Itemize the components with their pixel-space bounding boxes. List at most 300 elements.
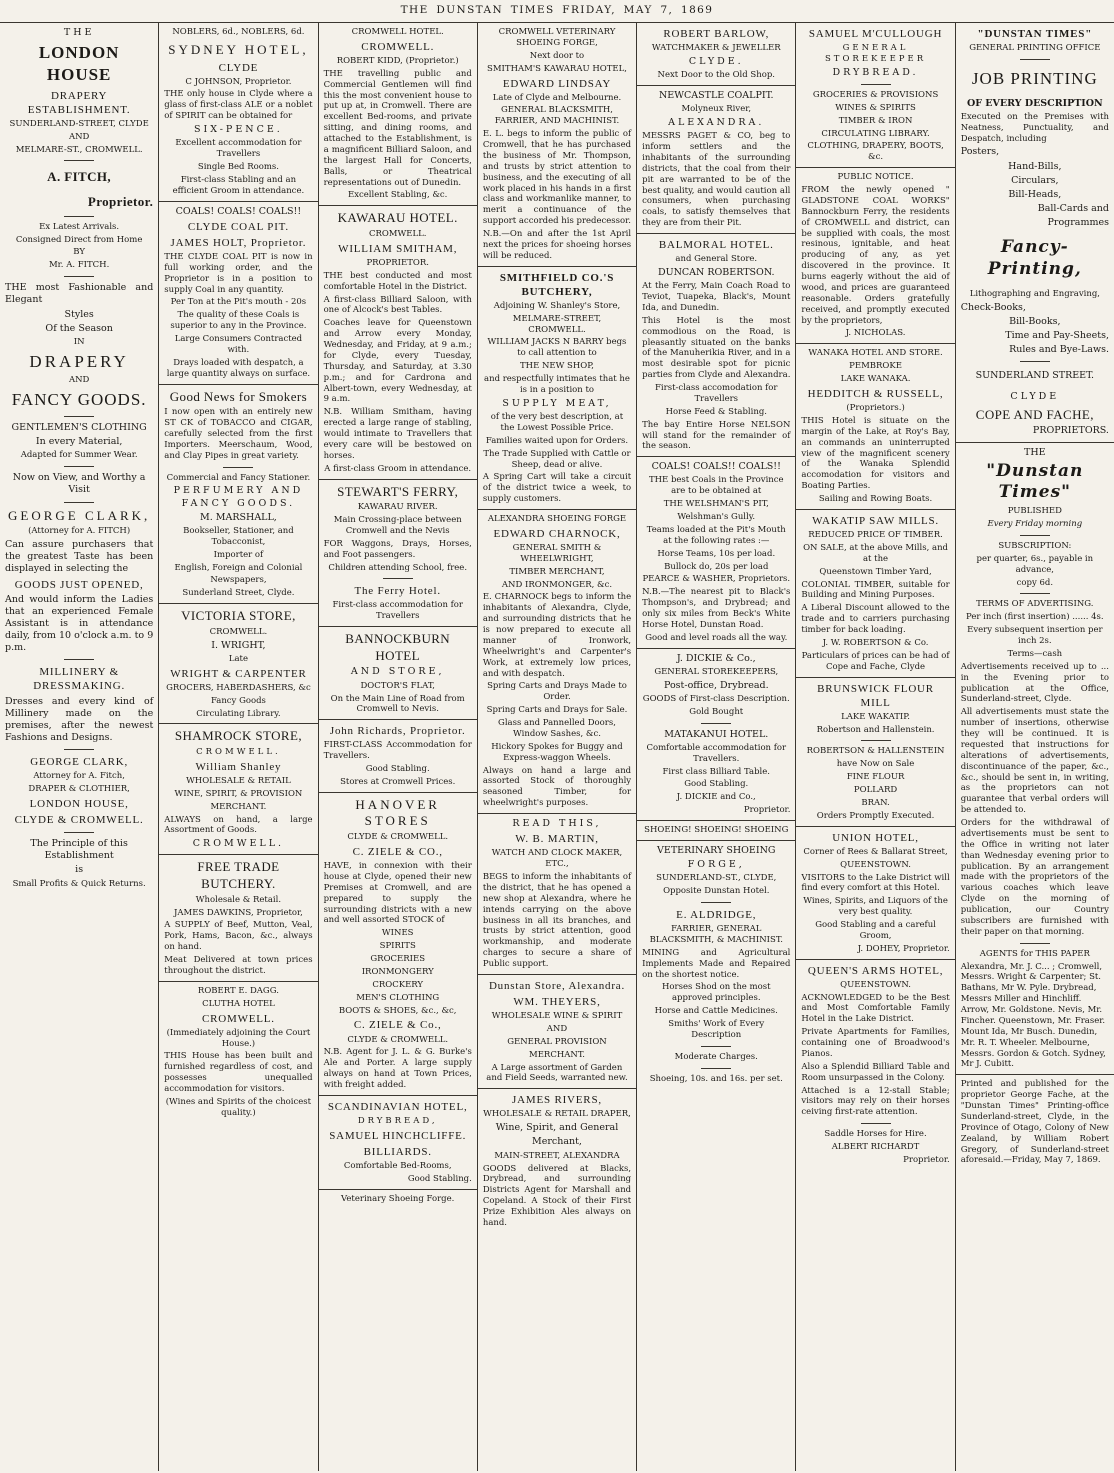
ad-text: The Principle of this Establishment xyxy=(30,838,128,862)
ad-heading: ROBERT BARLOW, xyxy=(663,28,770,40)
ad-heading: WM. THEYERS, xyxy=(513,996,601,1009)
ad-text: GENERAL SMITH & WHEELWRIGHT, xyxy=(512,542,602,564)
ad-text: PROPRIETOR. xyxy=(366,257,429,268)
ad-text: Particulars of prices can be had of Cope and Fache, Clyde xyxy=(801,650,950,672)
ad-text: Shoeing, 10s. and 16s. per set. xyxy=(649,1073,783,1084)
ad-text: GENERAL BLACKSMITH, FARRIER, AND MACHINIST. xyxy=(494,105,620,127)
rule xyxy=(64,502,94,503)
ad-heading: "DUNSTAN TIMES" xyxy=(977,28,1093,40)
ad-text: CROMWELL. xyxy=(196,747,281,757)
ad-text: THE best conducted and most comfortable Hotel in the District. xyxy=(323,270,472,292)
ad-text: CLOTHING, DRAPERY, BOOTS, &c. xyxy=(807,141,944,163)
ad-text: Bill-Books, xyxy=(1009,315,1061,327)
rule xyxy=(223,467,253,468)
ad-text: MEN'S CLOTHING xyxy=(356,992,440,1003)
divider xyxy=(796,167,954,168)
ad-text: AND xyxy=(68,131,90,142)
ad-text: Lithographing and Engraving, xyxy=(969,288,1100,299)
ad-text: CROMWELL. xyxy=(192,838,285,850)
divider xyxy=(796,959,954,960)
ad-text: Executed on the Premises with Neatness, Punctuality, and Despatch, including xyxy=(960,111,1109,144)
ad-text: PERFUMERY AND FANCY GOODS. xyxy=(173,485,304,509)
ad-text: AND xyxy=(546,1023,568,1034)
rule xyxy=(701,723,731,724)
ad-heading: MILLINERY & DRESSMAKING. xyxy=(33,666,126,693)
ad-text: GROCERIES & PROVISIONS xyxy=(812,89,939,100)
ad-heading: CLYDE COAL PIT. xyxy=(187,220,289,233)
ad-text: Horses Shod on the most approved principles. xyxy=(662,982,771,1004)
ad-text: FROM the newly opened " GLADSTONE COAL WORKS" Bannockburn Ferry, the residents of CROMWELL and district, can be supplied with coals, the most resinous, ignitable, and heat producing of any, as yet discovered in the province. It burns eagerly without the aid of wood, and prices are guaranteed reasonable. Orders gratefully received, and promptly executed by the proprietors, xyxy=(801,185,950,326)
ad-text: Queenstown Timber Yard, xyxy=(819,566,932,577)
divider xyxy=(796,509,954,510)
ad-text: E. L. begs to inform the public of Cromwell, that he has purchased the business of Mr. Thompson, and trusts by strict attention to business, and the executing of all work placed in his hands in a first class and workmanlike manner, to merit a continuance of the support accorded his predecessor. xyxy=(482,129,632,227)
ad-text: Advertisements received up to ... in the Evening prior to publication at the Office, Sunderland-street, Clyde. xyxy=(960,661,1109,705)
ad-heading: DRAPERY xyxy=(29,351,129,371)
ad-text: CROMWELL. xyxy=(209,626,268,637)
ad-text: THIS Hotel is situate on the margin of the Lake, at Roy's Bay, an commands an uninterrupted view of the magnificent scenery of the Wanaka Splendid accomodation for visitors and Boating Parties. xyxy=(801,415,950,492)
ad-text: First-class accommodation for Travellers xyxy=(332,600,463,622)
rule xyxy=(861,740,891,741)
ad-text: Excellent accommodation for Travellers xyxy=(175,138,302,160)
ad-text: ALEXANDRA. xyxy=(668,117,765,129)
divider xyxy=(159,603,317,604)
rule xyxy=(861,84,891,85)
ad-text: MAIN-STREET, ALEXANDRA xyxy=(494,1150,620,1161)
ad-text: Wine, Spirit, and General xyxy=(495,1122,619,1134)
ad-heading: SAMUEL M'CULLOUGH xyxy=(808,28,943,40)
ad-text: Consigned Direct from Home xyxy=(15,234,143,245)
ad-text: Bill-Heads, xyxy=(1008,188,1062,200)
ad-text: SUPPLY MEAT, xyxy=(502,397,612,409)
ad-heading: SMITHFIELD CO.'S BUTCHERY, xyxy=(499,271,615,298)
ad-text: ROBERTSON & HALLENSTEIN xyxy=(806,746,945,757)
ad-heading: Dunstan Store, Alexandra. xyxy=(488,979,626,992)
ad-text: Good Stabling. xyxy=(407,1173,472,1184)
ad-heading: NEWCASTLE COALPIT. xyxy=(658,89,774,101)
ad-text: WHOLESALE & RETAIL xyxy=(186,775,291,786)
ad-text: J. DICKIE and Co., xyxy=(676,792,756,803)
divider xyxy=(478,974,636,975)
divider xyxy=(159,981,317,982)
ad-text: In every Material, xyxy=(35,436,123,448)
ad-text: William Shanley xyxy=(195,760,282,773)
ad-heading: EDWARD LINDSAY xyxy=(502,77,612,90)
ad-heading: PUBLIC NOTICE. xyxy=(837,172,914,183)
ad-text: English, Foreign and Colonial xyxy=(174,562,303,573)
ad-text: CROCKERY xyxy=(372,979,424,990)
ad-text: M. MARSHALL, xyxy=(200,511,277,523)
ad-text: IRONMONGERY xyxy=(361,966,434,977)
ad-text: WATCHMAKER & JEWELLER xyxy=(651,43,781,54)
ad-heading: BALMORAL HOTEL. xyxy=(658,239,774,252)
ad-text: N.B.—On and after the 1st April next the prices for shoeing horses will be reduced. xyxy=(482,229,632,261)
ad-text: Attached is a 12-stall Stable; visitors may rely on their horses ceiving first-rate attention. xyxy=(801,1085,950,1118)
ad-heading: STEWART'S FERRY, xyxy=(337,483,459,499)
ad-text: THE NEW SHOP, xyxy=(519,361,594,372)
ad-text: J. W. ROBERTSON & Co. xyxy=(822,637,929,648)
ad-text: AGENTS for THIS PAPER xyxy=(979,948,1090,959)
ad-text: GENERAL STOREKEEPER xyxy=(824,43,927,64)
ad-text: A Spring Cart will take a circuit of the district twice a week, to supply customers. xyxy=(482,472,632,505)
ad-heading: CLYDE & CROMWELL. xyxy=(14,814,144,827)
ad-text: The bay Entire Horse NELSON will stand for the remainder of the season. xyxy=(642,419,791,452)
ad-text: First-class accomodation for Travellers xyxy=(655,383,778,404)
ad-text: Every Friday morning xyxy=(987,519,1083,530)
ad-text: is xyxy=(75,864,84,876)
ad-text: Newspapers, xyxy=(210,575,267,586)
imprint: Printed and published for the proprietor George Fache, at the "Dunstan Times" Printing-office Sunderland-street, Clyde, in the Province of Otago, Colony of New Zealand, by William Robert Gregory, of Sunderland-street aforesaid.—Friday, May 7, 1869. xyxy=(960,1079,1109,1166)
ad-text: AND xyxy=(68,375,90,386)
ad-text: DRAPERY ESTABLISHMENT. xyxy=(27,89,131,116)
divider xyxy=(637,233,795,234)
ad-text: SUBSCRIPTION: xyxy=(998,540,1072,551)
ad-text: GOODS JUST OPENED, xyxy=(14,578,144,591)
ad-text: GROCERS, HABERDASHERS, &c xyxy=(166,682,311,693)
ad-text: GENERAL PROVISION xyxy=(507,1036,607,1047)
ad-text: CLYDE. xyxy=(688,55,744,67)
ad-text: HAVE, in connexion with their house at Clyde, opened their new Premises at Cromwell, and are prepared to supply the surrounding districts with a new and well assorted STOCK of xyxy=(323,861,472,926)
ad-text: A Liberal Discount allowed to the trade and to carriers purchasing timber for back loading. xyxy=(801,603,950,636)
ad-text: BRAN. xyxy=(861,797,890,808)
divider xyxy=(478,509,636,510)
rule xyxy=(64,276,94,277)
column-3 xyxy=(319,23,478,1471)
ad-text: LAKE WANAKA. xyxy=(840,374,911,385)
ad-text: Per inch (first insertion) ...... 4s. xyxy=(966,612,1104,623)
ad-text: Posters, xyxy=(960,146,1000,158)
divider xyxy=(796,343,954,344)
ad-heading: E. ALDRIDGE, xyxy=(676,908,757,921)
ad-text: Attorney for A. Fitch, xyxy=(33,771,125,782)
ad-text: Horse Teams, 10s per load. xyxy=(657,548,776,559)
ad-text: Children attending School, free. xyxy=(328,562,468,573)
ad-text: Terms—cash xyxy=(1007,648,1063,659)
ad-text: ROBERT KIDD, (Proprietor.) xyxy=(336,55,459,66)
ad-text: CIRCULATING LIBRARY. xyxy=(821,128,930,139)
ad-text: Spring Carts and Drays for Sale. xyxy=(486,705,628,716)
rule xyxy=(64,832,94,833)
ad-text: GOODS delivered at Blacks, Drybread, and surrounding Districts Agent for Marshall and Copeland. A Stock of their First Prize Exhibition Ales always on hand. xyxy=(482,1163,632,1228)
ad-text: JAMES HOLT, Proprietor. xyxy=(170,236,307,249)
ad-text: Check-Books, xyxy=(960,301,1026,313)
ad-heading: HANOVER STORES xyxy=(355,796,440,829)
divider xyxy=(956,1074,1114,1075)
divider xyxy=(159,854,317,855)
rule xyxy=(701,902,731,903)
ad-text: Coaches leave for Queenstown and Arrow every Monday, Wednesday, and Friday, at 9 a.m.; for Clyde, every Tuesday, Thursday, and Saturday, at 3.30 p.m.; and for Cardrona and Albert-town, every Wednesday, at 9 a.m. xyxy=(323,318,472,405)
ad-text: CROMWELL VETERINARY SHOEING FORGE, xyxy=(498,27,616,48)
ad-text: GROCERIES xyxy=(370,954,426,965)
column-1 xyxy=(0,23,159,1471)
ad-text: J. NICHOLAS. xyxy=(845,328,906,339)
ad-heading: John Richards, Proprietor. xyxy=(329,725,466,738)
ad-text: COLONIAL TIMBER, suitable for Building and Mining Purposes. xyxy=(801,579,950,601)
ad-text: BILLIARDS. xyxy=(363,1145,432,1158)
ad-text: SAMUEL HINCHCLIFFE. xyxy=(329,1129,467,1142)
ad-text: Horse Feed & Stabling. xyxy=(665,406,767,417)
ad-text: Saddle Horses for Hire. xyxy=(824,1129,927,1140)
ad-heading: HEDDITCH & RUSSELL, xyxy=(807,387,944,400)
ad-text: Good Stabling. xyxy=(684,779,749,790)
ad-text: All advertisements must state the number of insertions, otherwise they will be continued. It is requested that instructions for alterations of advertisements, discontinuance of the paper, &c., &c., should be sent in, in writing, as the proprietors can not guarantee that verbal orders will be attended to. xyxy=(960,707,1109,816)
ad-text: Horse and Cattle Medicines. xyxy=(654,1006,778,1017)
ad-text: Circulars, xyxy=(1011,174,1059,186)
ad-text: WHOLESALE & RETAIL DRAPER, xyxy=(483,1109,631,1120)
ad-text: Orders for the withdrawal of advertisements must be sent to the Office in writing not later than Wednesday evening prior to publication. By an arrangement made with the proprietors of the various coaches which leave Clyde on the morning of publication, our Country subscribers are furnished with their paper on that morning. xyxy=(960,818,1109,937)
ad-text: QUEENSTOWN. xyxy=(840,859,911,870)
ad-heading: EDWARD CHARNOCK, xyxy=(493,527,621,540)
ad-text: Proprietor. xyxy=(87,194,154,210)
masthead: THE DUNSTAN TIMES FRIDAY, MAY 7, 1869 xyxy=(0,0,1114,23)
divider xyxy=(478,266,636,267)
ad-text: N.B.—The nearest pit to Black's Thompson's, and Drybread; and only six miles from Beck's White Horse Hotel, Dunstan Road. xyxy=(642,587,791,630)
ad-text: Wines, Spirits, and Liquors of the very best quality. xyxy=(803,896,948,918)
ad-text: CROMWELL. xyxy=(201,1012,275,1025)
rule xyxy=(64,466,94,467)
ad-heading: WILLIAM SMITHAM, xyxy=(338,242,458,255)
ad-text: AND STORE, xyxy=(350,666,445,678)
ad-text: TIMBER MERCHANT, xyxy=(509,566,605,577)
ad-text: TERMS OF ADVERTISING. xyxy=(976,599,1094,610)
ad-text: SMITHAM'S KAWARAU HOTEL, xyxy=(487,63,627,74)
ad-text: WINES & SPIRITS xyxy=(835,102,916,113)
ad-text: SPIRITS xyxy=(379,941,416,952)
ad-text: Drays loaded with despatch, a large quantity always on surface. xyxy=(166,357,311,379)
ad-text: Bookseller, Stationer, and Tobacconist, xyxy=(183,525,294,547)
ad-text: Of the Season xyxy=(45,322,113,334)
ad-text: GENERAL STOREKEEPERS, xyxy=(654,666,779,677)
ad-heading: The Ferry Hotel. xyxy=(354,585,441,598)
ad-heading: J. DICKIE & Co., xyxy=(676,652,756,664)
ad-heading: WAKATIP SAW MILLS. xyxy=(812,514,939,527)
ad-text: BEGS to inform the inhabitants of the district, that he has opened a new shop at Alexandra, where he intends carrying on the above business in all its branches, and trusts by strict attention, good workmanship, and moderate charges to secure a share of Public support. xyxy=(482,872,632,970)
rule xyxy=(1020,361,1050,362)
ad-heading: GEORGE CLARK, xyxy=(30,756,129,769)
ad-text: On the Main Line of Road from Cromwell to Nevis. xyxy=(330,693,465,715)
ad-text: Adjoining W. Shanley's Store, xyxy=(493,300,621,311)
ad-text: Mr. A. FITCH. xyxy=(48,260,110,271)
ad-heading: COALS! COALS!! COALS!! xyxy=(651,461,781,473)
ad-text: ON SALE, at the above Mills, and at the xyxy=(803,542,948,564)
ad-text: Also a Splendid Billiard Table and Room unsurpassed in the Colony. xyxy=(801,1061,950,1083)
ad-text: E. CHARNOCK begs to inform the inhabitants of Alexandra, Clyde, and surrounding districts that he is now prepared to execute all manner of Ironwork, Wheelwright's and Carpenter's Work, at extremely low prices, and with despatch. xyxy=(482,592,632,679)
ad-text: per quarter, 6s., payable in advance, xyxy=(976,553,1094,575)
ad-text: THE only house in Clyde where a glass of first-class ALE or a noblet of SPIRIT can be obtained for xyxy=(164,89,313,122)
ad-heading: CROMWELL. xyxy=(361,40,435,53)
ad-heading: Good News for Smokers xyxy=(169,388,308,404)
ad-text: and respectfully intimates that he is in a position to xyxy=(484,374,630,395)
divider xyxy=(478,1088,636,1089)
divider xyxy=(637,456,795,457)
rule xyxy=(1020,535,1050,536)
ad-text: WINE, SPIRIT, & PROVISION xyxy=(174,788,303,799)
ad-text: SUNDERLAND-STREET, CLYDE xyxy=(9,118,149,129)
ad-text: WRIGHT & CARPENTER xyxy=(170,667,307,680)
divider xyxy=(159,723,317,724)
ad-heading: VETERINARY SHOEING xyxy=(657,844,776,856)
ad-text: PUBLISHED xyxy=(1007,506,1062,517)
divider xyxy=(637,820,795,821)
ad-text: SUNDERLAND STREET. xyxy=(975,370,1095,382)
ad-text: Circulating Library. xyxy=(196,708,281,719)
ad-text: At the Ferry, Main Coach Road to Teviot, Tuapeka, Black's, Mount Ida, and Dunedin. xyxy=(642,281,791,313)
ad-text: FOR Waggons, Drays, Horses, and Foot passengers. xyxy=(323,538,472,560)
ad-text: Styles xyxy=(64,308,94,320)
ad-text: Sunderland Street, Clyde. xyxy=(182,588,295,599)
ad-text: C. ZIELE & Co., xyxy=(353,1019,442,1032)
divider xyxy=(478,813,636,814)
ad-text: PEARCE & WASHER, Proprietors. xyxy=(642,574,791,585)
ad-text: (Wines and Spirits of the choicest quality.) xyxy=(165,1096,312,1118)
ad-heading: LONDON HOUSE, xyxy=(29,798,129,810)
rule xyxy=(64,216,94,217)
ad-heading: BANNOCKBURN HOTEL xyxy=(345,631,451,663)
divider xyxy=(796,826,954,827)
ad-text: THIS House has been built and furnished regardless of cost, and possesses unequalled accommodation for visitors. xyxy=(164,1051,313,1095)
newspaper-page xyxy=(0,23,1114,1471)
ad-text: Orders Promptly Executed. xyxy=(816,810,935,821)
ad-heading: WANAKA HOTEL AND STORE. xyxy=(808,348,943,359)
ad-text: Proprietor. xyxy=(903,1154,950,1165)
ad-text: have Now on Sale xyxy=(836,759,915,770)
ad-text: ACKNOWLEDGED to be the Best and Most Comfortable Family Hotel in the Lake District. xyxy=(801,992,950,1025)
ad-text: THE xyxy=(1024,446,1046,458)
ad-text: WHOLESALE WINE & SPIRIT xyxy=(491,1011,623,1022)
ad-text: LAKE WAKATIP. xyxy=(841,711,910,722)
ad-text: Late xyxy=(228,653,248,664)
ad-text: THE best Coals in the Province are to be obtained at xyxy=(648,475,784,497)
ad-text: Good and level roads all the way. xyxy=(645,632,788,643)
rule xyxy=(1020,59,1050,60)
ad-text: (Attorney for A. FITCH) xyxy=(28,526,131,537)
rule xyxy=(701,1068,731,1069)
ad-text: Teams loaded at the Pit's Mouth at the following rates :— xyxy=(646,524,786,546)
ad-text: Every subsequent insertion per inch 2s. xyxy=(967,625,1103,647)
ad-text: MELMARE-STREET, CROMWELL. xyxy=(512,313,602,335)
divider xyxy=(796,677,954,678)
ad-heading: READ THIS, xyxy=(512,818,602,830)
rule xyxy=(64,416,94,417)
rule xyxy=(64,160,94,161)
ad-text: Robertson and Hallenstein. xyxy=(816,724,935,735)
ad-text: Hickory Spokes for Buggy and Express-waggon Wheels. xyxy=(491,741,623,763)
column-5 xyxy=(637,23,796,1471)
ad-text: Commercial and Fancy Stationer. xyxy=(166,472,311,483)
ad-text: N.B. Agent for J. L. & G. Burke's Ale and Porter. A large supply always on hand at Town Prices, with freight added. xyxy=(323,1047,472,1090)
ad-text: CROMWELL HOTEL. xyxy=(351,27,444,37)
ad-text: First class Billiard Table. xyxy=(662,766,771,777)
ad-text: I now open with an entirely new ST CK of TOBACCO and CIGAR, carefully selected from the first Importers. Meerschaum, Wood, and Clay Pipes in great variety. xyxy=(164,407,313,461)
ad-text: GOODS of First-class Description. xyxy=(642,693,790,704)
ad-text: A first-class Billiard Saloon, with one of Alcock's best Tables. xyxy=(323,294,472,316)
ad-text: Glass and Pannelled Doors, Window Sashes, &c. xyxy=(498,718,616,739)
ad-text: CLUTHA HOTEL xyxy=(202,998,275,1009)
rule xyxy=(1020,943,1050,944)
ad-text: POLLARD xyxy=(853,785,898,796)
ad-text: JAMES DAWKINS, Proprietor, xyxy=(173,907,303,918)
ad-text: Excellent Stabling, &c. xyxy=(348,190,448,201)
ad-text: Comfortable accommodation for Travellers. xyxy=(646,742,787,764)
ad-text: A Large assortment of Garden and Field Seeds, warranted new. xyxy=(486,1062,628,1084)
ad-heading: W. B. MARTIN, xyxy=(515,833,599,846)
ad-text: C JOHNSON, Proprietor. xyxy=(185,76,292,87)
ad-text: A SUPPLY of Beef, Mutton, Veal, Pork, Hams, Bacon, &c., always on hand. xyxy=(164,920,313,953)
ad-text: Large Consumers Contracted with. xyxy=(174,334,303,355)
ad-text: BOOTS & SHOES, &c., &c, xyxy=(338,1005,457,1016)
ad-heading: MATAKANUI HOTEL. xyxy=(664,728,769,740)
ad-text: CLYDE xyxy=(1010,390,1060,402)
ad-text: THE CLYDE COAL PIT is now in full working order, and the Proprietor is in a position to supply Coal in any quantity. xyxy=(164,251,313,295)
ad-text: Always on hand a large and assorted Stock of thoroughly seasoned Timber, for wheelwright's purposes. xyxy=(482,765,632,809)
ad-text: I. WRIGHT, xyxy=(211,639,266,651)
ad-text: OF EVERY DESCRIPTION xyxy=(966,97,1103,109)
ad-text: Single Bed Rooms. xyxy=(197,161,279,172)
ad-text: FIRST-CLASS Accommodation for Travellers. xyxy=(323,740,472,762)
ad-heading: C. ZIELE & CO., xyxy=(352,845,443,858)
divider xyxy=(319,719,477,720)
ad-text: Time and Pay-Sheets, xyxy=(1005,330,1109,342)
ad-text: THE most Fashionable and Elegant xyxy=(5,282,154,306)
ad-text: Small Profits & Quick Returns. xyxy=(12,878,146,889)
ad-text: Ball-Cards and xyxy=(1037,203,1109,215)
ad-text: The Trade Supplied with Cattle or Sheep, dead or alive. xyxy=(483,448,631,470)
column-6 xyxy=(796,23,955,1471)
ad-text: Welshman's Gully. xyxy=(677,512,756,523)
divider xyxy=(319,1095,477,1096)
ad-text: Proprietor. xyxy=(743,805,791,816)
ad-text: KAWARAU RIVER. xyxy=(357,502,438,513)
ad-text: Next Door to the Old Shop. xyxy=(657,70,775,81)
rule xyxy=(64,659,94,660)
ad-text: MELMARE-ST., CROMWELL. xyxy=(15,144,143,155)
ad-heading: ROBERT E. DAGG. xyxy=(197,985,279,996)
ad-text: of the very best description, at the Lowest Possible Price. xyxy=(490,412,624,433)
ad-heading: JAMES RIVERS, xyxy=(512,1094,602,1107)
rule xyxy=(701,1046,731,1047)
ad-text: Next door to xyxy=(529,50,585,61)
ad-text: N.B. William Smitham, having erected a large range of stabling, would intimate to Travellers that every care will be bestowed on horses. xyxy=(323,407,472,461)
ad-text: WATCH AND CLOCK MAKER, ETC., xyxy=(491,848,623,870)
ad-text: REDUCED PRICE OF TIMBER. xyxy=(808,530,943,541)
ad-text: DUNCAN ROBERTSON. xyxy=(657,267,775,278)
ad-text: And would inform the Ladies that an experienced Female Assistant is in attendance daily, from 10 o'clock a.m. to 9 p.m. xyxy=(5,593,154,654)
ad-text: FARRIER, GENERAL BLACKSMITH, & MACHINIST. xyxy=(649,924,783,945)
ad-text: SUNDERLAND-ST., CLYDE, xyxy=(656,873,777,884)
ad-text: Moderate Charges. xyxy=(674,1051,758,1062)
ad-text: SIX-PENCE. xyxy=(194,124,283,136)
ad-text: Late of Clyde and Melbourne. xyxy=(492,92,622,103)
ad-text: GENTLEMEN'S CLOTHING xyxy=(11,422,147,434)
column-7 xyxy=(956,23,1114,1471)
ad-text: CLYDE & CROMWELL. xyxy=(347,832,449,843)
ad-text: The quality of these Coals is superior to any in the Province. xyxy=(170,310,307,332)
ad-heading: QUEEN'S ARMS HOTEL, xyxy=(807,964,944,977)
ad-text: MINING and Agricultural Implements Made and Repaired on the shortest notice. xyxy=(642,947,791,980)
ad-text: Per Ton at the Pit's mouth - 20s xyxy=(170,297,307,308)
ad-heading: ALEXANDRA SHOEING FORGE xyxy=(487,514,627,525)
rule xyxy=(64,749,94,750)
ad-heading: FREE TRADE BUTCHERY. xyxy=(197,859,280,892)
ad-text: Private Apartments for Families, containing one of Broadwood's Pianos. xyxy=(801,1027,950,1059)
ad-text: THE travelling public and Commercial Gentlemen will find this the most convenient house to put up at, in Cromwell. There are excellent Bed-rooms, and private sitting, and dining rooms, and attached to the Establishment, is a magnificent Billiard Saloon, and the largest Hall for Concerts, Balls, or Theatrical representations out of Dunedin. xyxy=(323,68,472,188)
ad-text: VISITORS to the Lake District will find every comfort at this Hotel. xyxy=(801,872,950,894)
ad-text: Hand-Bills, xyxy=(1008,160,1062,172)
ad-heading: BRUNSWICK FLOUR MILL xyxy=(817,682,934,709)
ad-text: PROPRIETORS. xyxy=(1032,425,1109,437)
ad-text: MESSRS PAGET & CO, beg to inform settlers and the inhabitants of the surrounding districts, that the coal from their pit are warranted to be of the best quality, and would caution all consumers, when purchasing coals, to satisfy themselves that they are from their Pit. xyxy=(642,131,791,229)
ad-text: Molyneux River, xyxy=(681,104,752,115)
ad-text: NOBLERS, 6d., NOBLERS, 6d. xyxy=(172,27,305,37)
